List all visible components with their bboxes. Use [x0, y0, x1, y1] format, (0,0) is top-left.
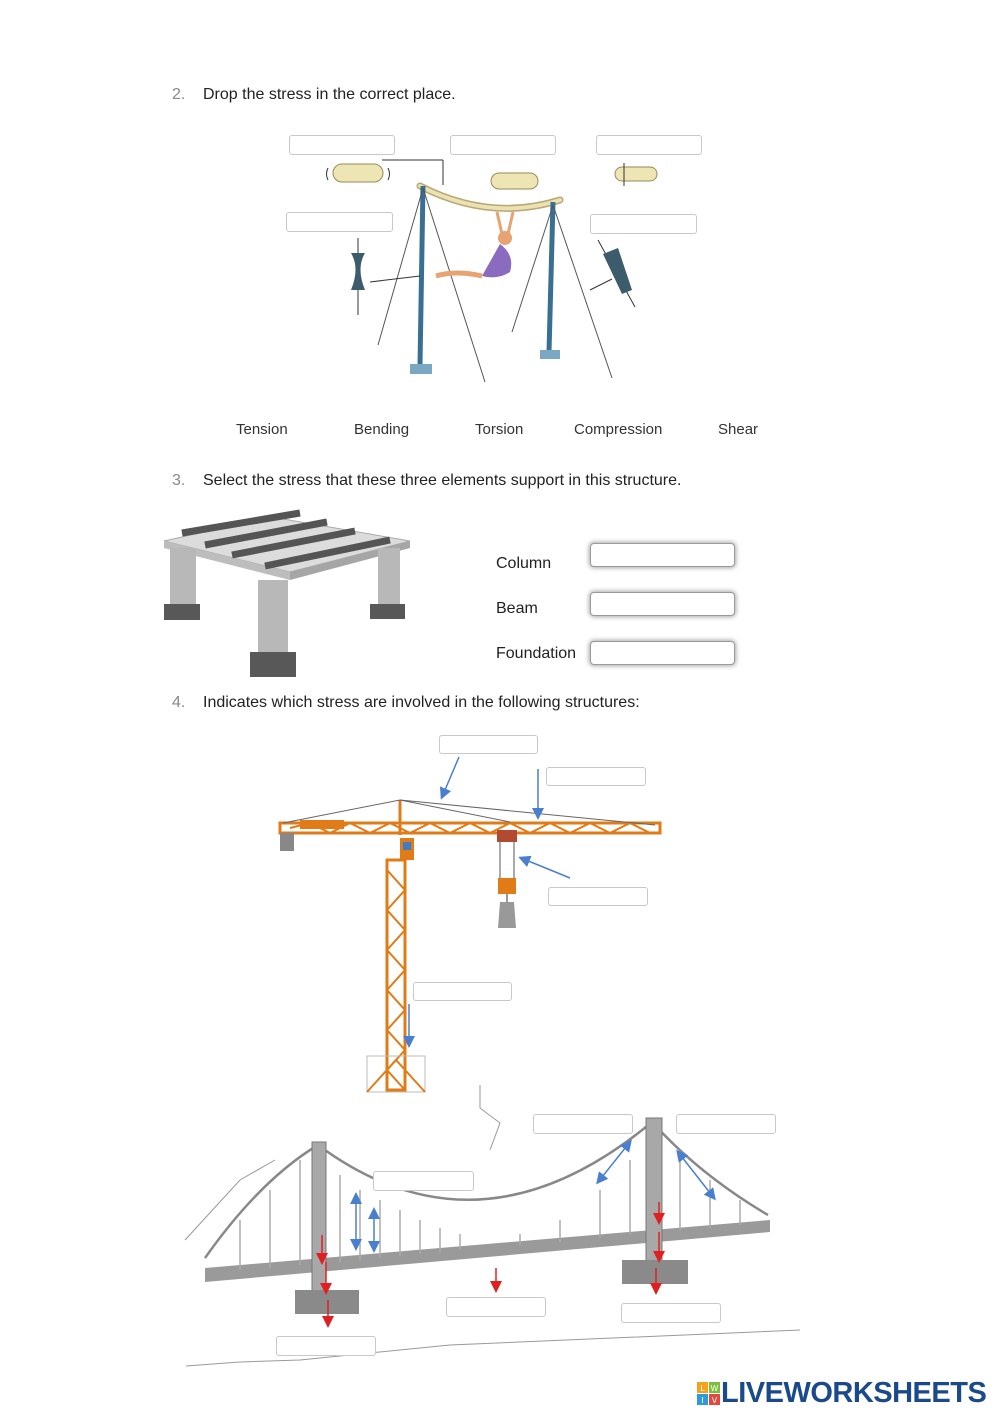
- word-bending[interactable]: Bending: [354, 421, 410, 438]
- question-3-number: 3.: [172, 472, 186, 489]
- q4-bridge-drop-3[interactable]: [373, 1171, 474, 1191]
- word-torsion[interactable]: Torsion: [475, 421, 524, 438]
- q4-bridge-drop-1[interactable]: [533, 1114, 633, 1134]
- question-2-text: Drop the stress in the correct place.: [203, 86, 456, 103]
- question-2-number: 2.: [172, 86, 186, 103]
- logo-letter-l: L: [700, 1383, 705, 1393]
- question-4-number: 4.: [172, 694, 186, 711]
- question-4-text: Indicates which stress are involved in the following structures:: [203, 694, 640, 711]
- word-compression[interactable]: Compression: [574, 421, 663, 438]
- question-3-text: Select the stress that these three elements support in this structure.: [203, 472, 682, 489]
- logo-letter-v: V: [711, 1395, 718, 1405]
- q4-bridge-drop-4[interactable]: [446, 1297, 546, 1317]
- logo-letter-w: W: [710, 1383, 719, 1393]
- logo-mark-icon: [697, 1382, 721, 1406]
- label-beam: Beam: [496, 600, 538, 617]
- word-shear[interactable]: Shear: [718, 421, 759, 438]
- q4-bridge-drop-6[interactable]: [276, 1336, 376, 1356]
- logo-letter-i: I: [701, 1395, 704, 1405]
- q4-bridge-drop-2[interactable]: [676, 1114, 776, 1134]
- label-column: Column: [496, 555, 552, 572]
- q4-bridge-drop-5[interactable]: [621, 1303, 721, 1323]
- label-foundation: Foundation: [496, 645, 577, 662]
- logo-text: LIVEWORKSHEETS: [721, 1377, 987, 1409]
- liveworksheets-logo[interactable]: [697, 1377, 986, 1410]
- word-tension[interactable]: Tension: [236, 421, 288, 438]
